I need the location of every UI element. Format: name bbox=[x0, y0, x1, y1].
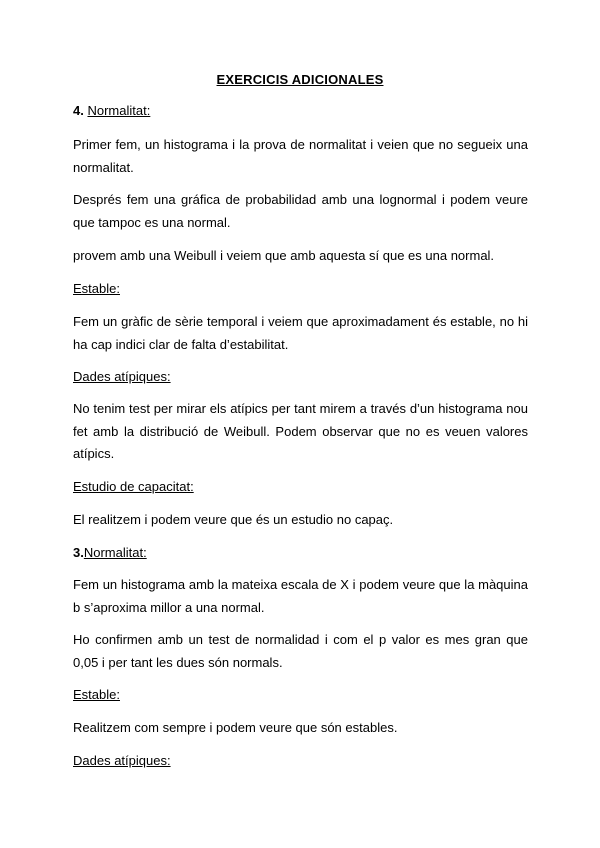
normalitat-heading: Normalitat: bbox=[87, 103, 151, 118]
section-number: 4. bbox=[73, 103, 84, 118]
paragraph: Fem un histograma amb la mateixa escala de X i podem veure que la màquina b s’aproxima millor a una normal. bbox=[73, 577, 528, 615]
section-3-heading bbox=[73, 542, 528, 565]
capacitat-heading: Estudio de capacitat: bbox=[73, 479, 194, 494]
atipiques-heading: Dades atípiques: bbox=[73, 369, 171, 384]
section-4-heading bbox=[73, 100, 528, 123]
page-title: EXERCICIS ADICIONALES bbox=[216, 72, 384, 87]
paragraph: Ho confirmen amb un test de normalidad i com el p valor es mes gran que 0,05 i per tant les dues són normals. bbox=[73, 632, 528, 670]
estable-heading: Estable: bbox=[73, 687, 120, 702]
section-number: 3. bbox=[73, 545, 84, 560]
paragraph: Fem un gràfic de sèrie temporal i veiem que aproximadament és estable, no hi ha cap indici clar de falta d’estabilitat. bbox=[73, 314, 528, 352]
normalitat-heading: Normalitat: bbox=[83, 545, 147, 560]
paragraph: Realitzem com sempre i podem veure que són estables. bbox=[73, 720, 398, 735]
estable-heading: Estable: bbox=[73, 281, 120, 296]
paragraph: No tenim test per mirar els atípics per tant mirem a través d’un histograma nou fet amb la distribució de Weibull. Podem observar que no es veuen valores atípics. bbox=[73, 401, 528, 461]
atipiques-heading: Dades atípiques: bbox=[73, 753, 171, 768]
paragraph: Primer fem, un histograma i la prova de normalitat i veien que no segueix una normalitat. bbox=[73, 137, 528, 175]
paragraph: El realitzem i podem veure que és un estudio no capaç. bbox=[73, 512, 394, 527]
paragraph: provem amb una Weibull i veiem que amb aquesta sí que es una normal. bbox=[73, 248, 495, 263]
paragraph: Després fem una gráfica de probabilidad amb una lognormal i podem veure que tampoc es una normal. bbox=[73, 192, 528, 230]
